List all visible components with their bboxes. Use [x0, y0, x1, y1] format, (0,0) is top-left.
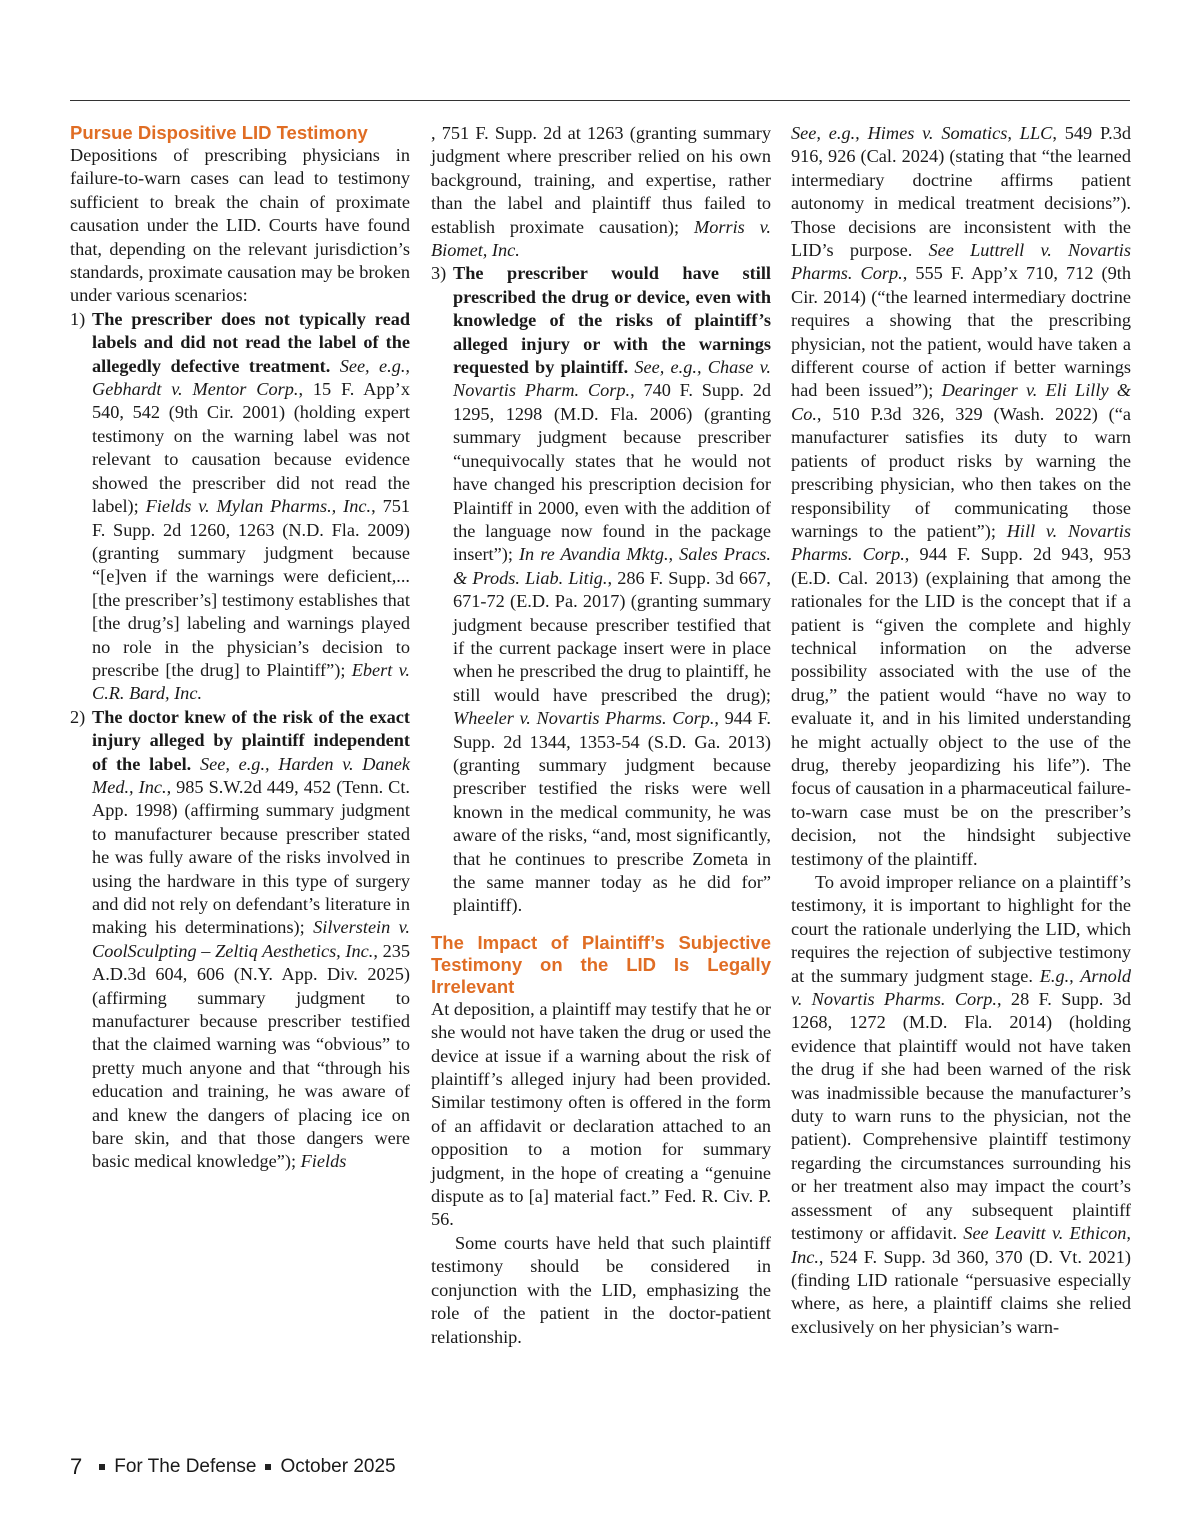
list-number: 1) — [70, 308, 86, 329]
list-item — [70, 308, 410, 706]
list-item — [431, 262, 771, 917]
text-run: , 510 P.3d 326, 329 (Wash. 2022) (“a manufacturer satisfies its duty to warn patients of product risks by warning the prescribing physician, who then takes on the responsibility of communicating those warnings to the patient”); — [791, 403, 1131, 541]
text-run: , 555 F. App’x 710, 712 (9th Cir. 2014) (“the learned intermediary doctrine requires a showing that the prescribing physician, not the patient, would have taken a different course of action if better warnings had been issued”); — [791, 263, 1131, 401]
text-run: , 524 F. Supp. 3d 360, 370 (D. Vt. 2021) (finding LID rationale “persuasive especially where, as here, a plaintiff claims she relied exclusively on her physician’s warn- — [791, 1246, 1131, 1337]
text-run: Dearinger v. Eli Lilly & Co. — [791, 380, 1131, 424]
text-run: , 944 F. Supp. 2d 943, 953 (E.D. Cal. 2013) (explaining that among the rationales for the LID is the concept that if a patient is “given the complete and highly technical information on the adverse possibility associated with the use of the drug,” the patient would “have no way to evaluate it, and in his limited understanding he might actually object to the use of the drug, thereby jeopardizing his life”). The focus of causation in a pharmaceutical failure-to-warn case must be on the prescriber’s decision, not the hindsight subjective testimony of the plaintiff. — [791, 544, 1131, 869]
text-run: Silverstein v. CoolSculpting – Zeltiq Aesthetics, Inc. — [92, 917, 410, 961]
body-paragraph — [431, 1232, 771, 1349]
issue-date: October 2025 — [280, 1456, 396, 1477]
text-run: , 944 F. Supp. 2d 1344, 1353-54 (S.D. Ga. 2013) (granting summary judgment because prescriber testified the risks were well known in the medical community, he was aware of the risks, “and, most significantly, that he continues to prescribe Zometa in the same manner today as he did for” plaintiff). — [453, 708, 771, 916]
text-run: , 751 F. Supp. 2d 1260, 1263 (N.D. Fla. 2009) (granting summary judgment because “[e]ven if the warnings were deficient,... [the prescriber’s] testimony establishes that [the drug’s] labeling and warnings played no role in the physician’s decision to prescribe [the drug] to Plaintiff”); — [92, 496, 410, 680]
square-bullet-icon — [265, 1464, 271, 1470]
text-run: See Luttrell v. Novartis Pharms. Corp. — [791, 240, 1131, 284]
text-run: The prescriber does not typically read labels and did not read the label of the allegedly defective treatment. — [92, 308, 410, 376]
header-rule — [70, 100, 1130, 101]
list-item-text — [92, 707, 410, 1172]
text-run: Some courts have held that such plaintiff testimony should be considered in conjunction with the LID, emphasizing the role of the patient in the doctor-patient relationship. — [431, 1232, 771, 1347]
body-paragraph — [791, 871, 1131, 1339]
list-item-text — [92, 309, 410, 704]
scenario-list-continued — [431, 262, 771, 917]
list-item — [70, 706, 410, 1174]
text-run: To avoid improper reliance on a plaintiff’s testimony, it is important to highlight for the court the rationale underlying the LID, which requires the rejection of subjective testimony at the summary judgment stage. — [791, 872, 1131, 986]
text-run: E.g., Arnold v. Novartis Pharms. Corp. — [791, 965, 1131, 1010]
intro-paragraph: Depositions of prescribing physicians in failure-to-warn cases can lead to testimony sufficient to break the chain of proximate causation under the LID. Courts have found that, depending on the relevant jurisdiction’s standards, proximate causation may be broken under various scenarios: — [70, 145, 410, 306]
list-item-continuation — [431, 122, 771, 262]
column-1 — [70, 122, 410, 1174]
text-run: See Leavitt v. Ethicon, Inc. — [791, 1223, 1131, 1267]
text-run: See, e.g., Gebhardt v. Mentor Corp. — [92, 355, 410, 400]
text-run: , 28 F. Supp. 3d 1268, 1272 (M.D. Fla. 2014) (holding evidence that plaintiff would not have taken the drug if she had been warned of the risk was inadmissible because the manufacturer’s duty to warn runs to the physician, not the patient). Comprehensive plaintiff testimony regarding the circumstances surrounding his or her treatment also may impact the court’s assessment of any subsequent plaintiff testimony or affidavit. — [791, 989, 1131, 1244]
text-run: Morris v. Biomet, Inc. — [431, 216, 771, 261]
text-run: See, e.g., Himes v. Somatics, LLC — [791, 123, 1053, 143]
page-number: 7 — [70, 1454, 83, 1479]
text-run: At deposition, a plaintiff may testify that he or she would not have taken the drug or used the device at issue if a warning about the risk of plaintiff’s alleged injury had been provided. Similar testimony often is offered in the form of an affidavit or declaration attached to an opposition to a motion for summary judgment, in the hope of creating a “genuine dispute as to [a] material fact.” Fed. R. Civ. P. 56. — [431, 998, 771, 1230]
page-footer — [70, 1454, 396, 1480]
text-run: In re Avandia Mktg., Sales Pracs. & Prods. Liab. Litig. — [453, 544, 771, 588]
text-run: , 235 A.D.3d 604, 606 (N.Y. App. Div. 2025) (affirming summary judgment to manufacturer because prescriber testified that the claimed warning was “obvious” to pretty much anyone and that “through his education and training, he was aware of and knew the dangers of placing ice on bare skin, and that those dangers were basic medical knowledge”); — [92, 940, 410, 1172]
body-paragraph-continuation — [791, 122, 1131, 871]
text-run: , 286 F. Supp. 3d 667, 671-72 (E.D. Pa. 2017) (granting summary judgment because prescriber testified that if the current package insert were in place when he prescribed the drug to plaintiff, he still would have prescribed the drug); — [453, 567, 771, 705]
text-run: , 751 F. Supp. 2d at 1263 (granting summary judgment where prescriber relied on his own background, training, and expertise, rather than the label and plaintiff thus failed to establish proximate causation); — [431, 123, 771, 237]
text-run: Wheeler v. Novartis Pharms. Corp. — [453, 708, 715, 729]
text-run: See, e.g., Harden v. Danek Med., Inc. — [92, 753, 411, 797]
text-run: See, e.g., Chase v. Novartis Pharm. Corp. — [453, 357, 772, 401]
text-run: Hill v. Novartis Pharms. Corp. — [791, 520, 1131, 565]
square-bullet-icon — [99, 1464, 105, 1470]
list-number: 3) — [431, 263, 447, 284]
list-number: 2) — [70, 706, 86, 727]
section-heading-impact: The Impact of Plaintiff’s Subjective Testimony on the LID Is Legally Irrelevant — [431, 931, 771, 997]
text-run: Fields — [300, 1151, 347, 1172]
text-run: Ebert v. C.R. Bard, Inc. — [92, 659, 411, 704]
text-run: , 15 F. App’x 540, 542 (9th Cir. 2001) (holding expert testimony on the warning label was not relevant to causation because evidence showed the prescriber did not read the label); — [92, 379, 410, 517]
text-run: Fields v. Mylan Pharms., Inc. — [145, 496, 372, 517]
text-run: , 985 S.W.2d 449, 452 (Tenn. Ct. App. 1998) (affirming summary judgment to manufacturer because prescriber stated he was fully aware of the risks involved in using the hardware in this type of surgery and did not rely on defendant’s literature in making his determinations); — [92, 776, 411, 938]
text-run: The prescriber would have still prescribed the drug or device, even with knowledge of the risks of plaintiff’s alleged injury or with the warnings requested by plaintiff. — [453, 263, 771, 378]
body-paragraph — [431, 998, 771, 1232]
scenario-list — [70, 308, 410, 1174]
text-run: , 549 P.3d 916, 926 (Cal. 2024) (stating that “the learned intermediary doctrine affirms patient autonomy in medical treatment decisions”). Those decisions are inconsistent with the LID’s purpose. — [791, 123, 1131, 261]
column-2 — [431, 122, 771, 1349]
section-heading-dispositive: Pursue Dispositive LID Testimony — [70, 122, 368, 143]
publication-name: For The Defense — [114, 1456, 257, 1477]
list-item-text — [453, 263, 771, 915]
column-3 — [791, 122, 1131, 1339]
text-run: , 740 F. Supp. 2d 1295, 1298 (M.D. Fla. 2006) (granting summary judgment because prescriber “unequivocally states that he would not have changed his prescription decision for Plaintiff in 2000, even with the addition of the language now found in the package insert”); — [453, 380, 771, 565]
text-run: The doctor knew of the risk of the exact injury alleged by plaintiff independent of the label. — [92, 706, 410, 774]
